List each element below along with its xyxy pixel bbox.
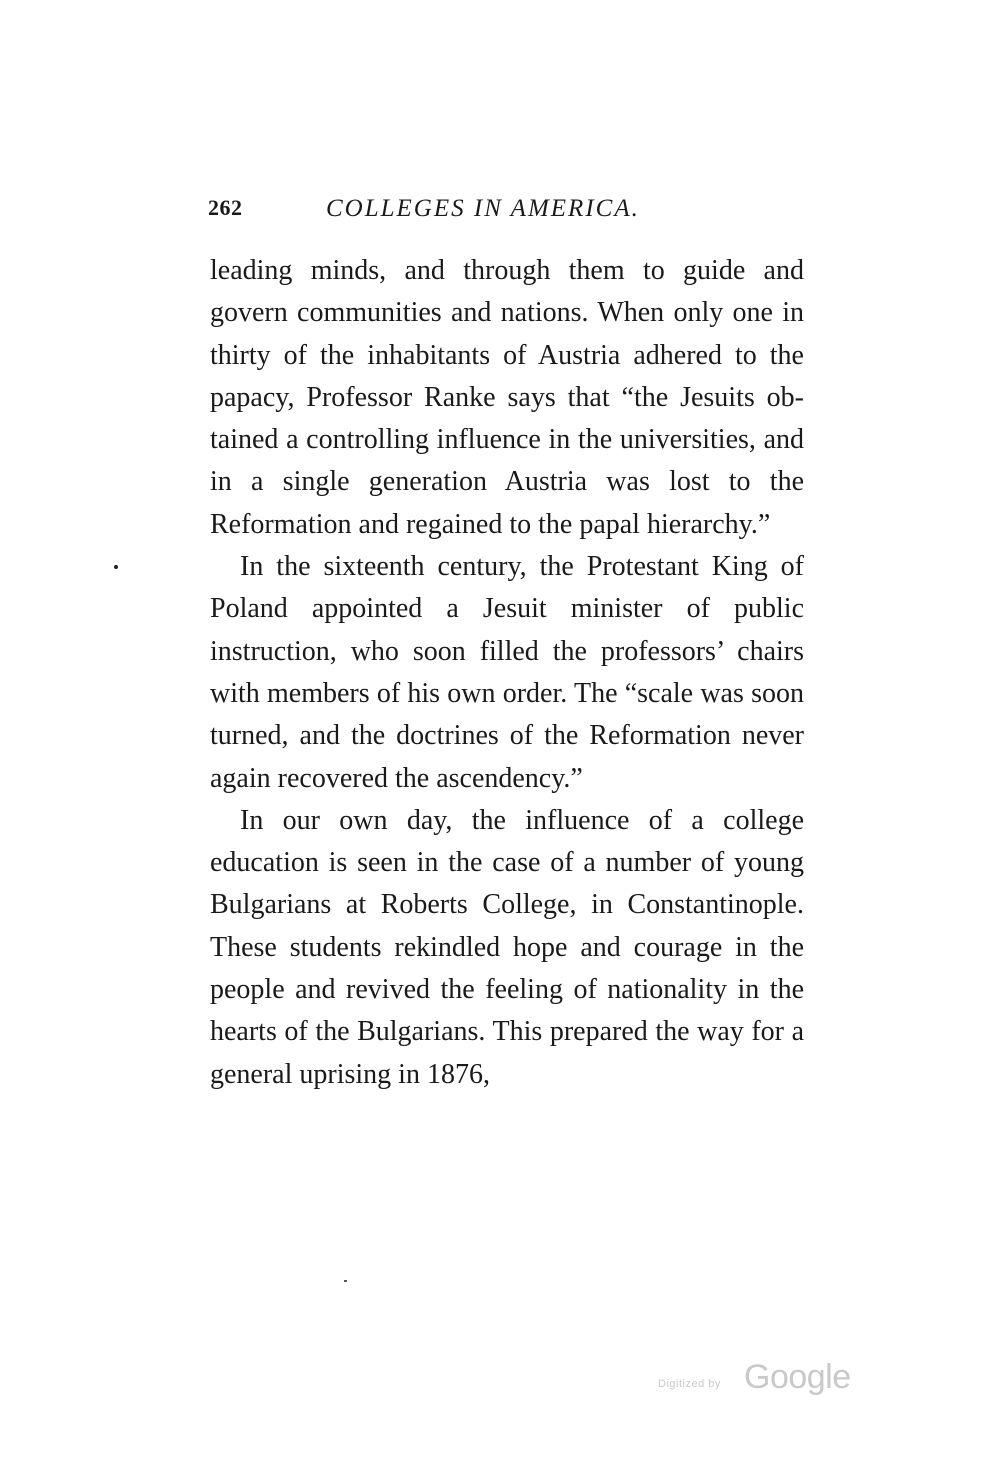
running-head: COLLEGES IN AMERICA. [326,195,640,222]
body-text [210,250,804,1096]
scan-speck [114,565,118,569]
page-header [208,195,808,229]
digitized-watermark [658,1358,858,1398]
paragraph: In our own day, the influence of a college education is seen in the case of a number of young Bulgarians at Roberts College, in Constantinople. These students rekindled hope and courage in the people and revived the feeling of nationality in the hearts of the Bulgarians. This prepared the way for a general uprising in 1876, [210,804,804,1090]
paragraph: In the sixteenth century, the Protestant King of Poland appointed a Jesuit minister of public instruction, who soon filled the professors’ chairs with members of his own order. The “scale was soon turned, and the doctrines of the Reformation never again recovered the ascendency.” [210,551,804,794]
watermark-brand: Google [744,1358,851,1396]
page-number: 262 [208,195,243,220]
scan-speck [344,1280,347,1282]
paragraph: leading minds, and through them to guide and govern communities and nations. When only one in thirty of the inhabitants of Austria adhered to the papacy, Professor Ranke says that “the Jesuits obtained a controlling influence in the universities, and in a single generation Austria was lost to the Reformation and regained to the papal hierarchy.” [210,255,804,540]
watermark-prefix: Digitized by [658,1378,721,1390]
